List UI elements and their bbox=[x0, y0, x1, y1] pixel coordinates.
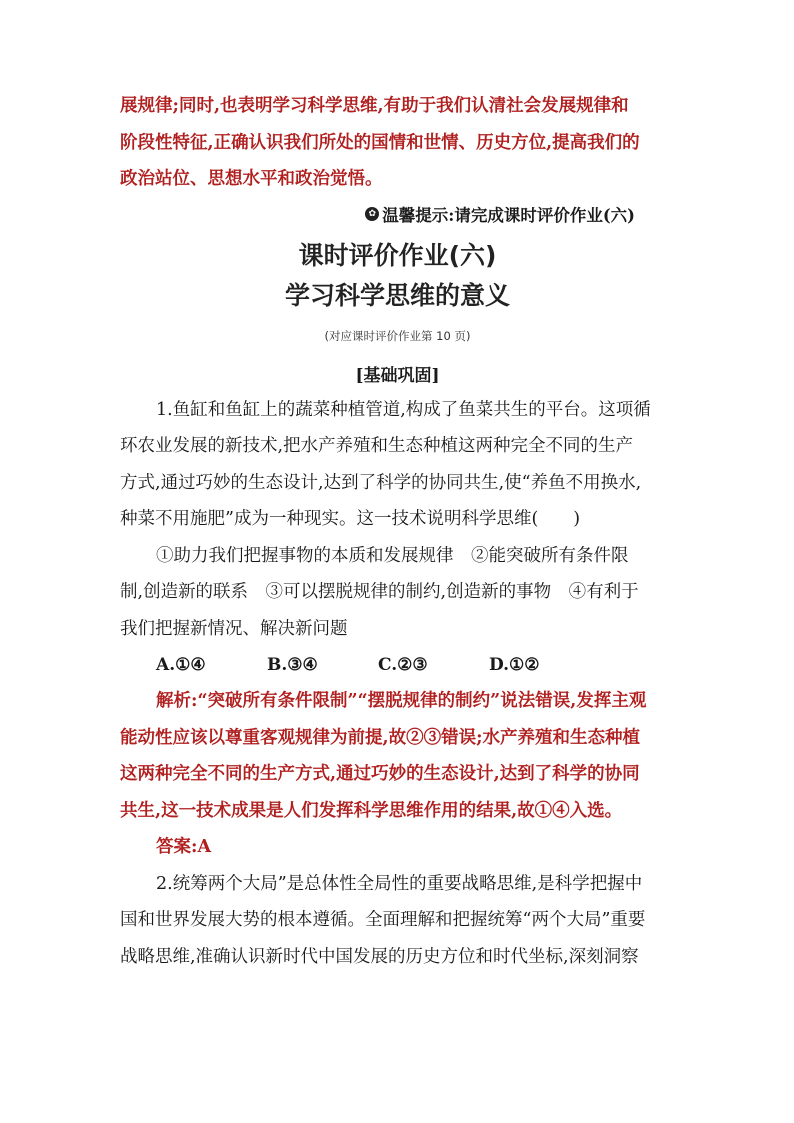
answer-options bbox=[120, 647, 675, 683]
question-2 bbox=[120, 866, 675, 976]
intro-line: 政治站位、思想水平和政治觉悟。 bbox=[120, 169, 383, 189]
warm-tip[interactable] bbox=[120, 198, 675, 230]
intro-line: 展规律;同时,也表明学习科学思维,有助于我们认清社会发展规律和 bbox=[120, 96, 629, 116]
page-reference-note: (对应课时评价作业第 10 页) bbox=[324, 328, 471, 343]
analysis-line: 共生,这一技术成果是人们发挥科学思维作用的结果,故①④入选。 bbox=[120, 800, 623, 821]
option-c[interactable]: C.②③ bbox=[378, 655, 428, 675]
question-1-stem-line: 环农业发展的新技术,把水产养殖和生态种植这两种完全不同的生产 bbox=[120, 436, 634, 456]
analysis-line: 能动性应该以尊重客观规律为前提,故②③错误;水产养殖和生态种植 bbox=[120, 727, 641, 748]
intro-paragraph bbox=[120, 88, 675, 198]
page-title: 课时评价作业(六) bbox=[298, 240, 497, 270]
question-1-stem-last bbox=[120, 501, 675, 538]
answer-line bbox=[120, 829, 675, 866]
answer-value: A bbox=[197, 837, 212, 857]
warm-tip-icon: ✿ bbox=[365, 207, 379, 221]
analysis-text: “突破所有条件限制”“摆脱规律的制约”说法错误,发挥主观 bbox=[197, 691, 647, 711]
analysis-line: 这两种完全不同的生产方式,通过巧妙的生态设计,达到了科学的协同 bbox=[120, 764, 640, 784]
question-2-stem-line: 国和世界发展大势的根本遵循。全面理解和把握统筹“两个大局”重要 bbox=[120, 910, 646, 930]
question-1-stem-line: 种菜不用施肥”成为一种现实。这一技术说明科学思维 bbox=[120, 509, 532, 529]
document-page bbox=[120, 88, 675, 975]
question-2-stem-line: 2.统筹两个大局”是总体性全局性的重要战略思维,是科学把握中 bbox=[156, 873, 643, 894]
statement-line: ①助力我们把握事物的本质和发展规律 ②能突破所有条件限 bbox=[156, 545, 629, 566]
analysis-line bbox=[120, 683, 675, 720]
page-subtitle: 学习科学思维的意义 bbox=[284, 280, 510, 310]
answer-label: 答案: bbox=[156, 837, 198, 857]
option-d[interactable]: D.①② bbox=[489, 655, 540, 675]
question-1-stem-line: 1.鱼缸和鱼缸上的蔬菜种植管道,构成了鱼菜共生的平台。这项循 bbox=[156, 399, 651, 420]
question-1-stem-line: 方式,通过巧妙的生态设计,达到了科学的协同共生,使“养鱼不用换水, bbox=[120, 472, 642, 493]
section-heading: [基础巩固] bbox=[355, 365, 440, 386]
question-1 bbox=[120, 392, 675, 866]
answer-blank: ( ) bbox=[531, 509, 581, 529]
warm-tip-text: 温馨提示:请完成课时评价作业(六) bbox=[382, 205, 635, 225]
question-2-stem-line: 战略思维,准确认识新时代中国发展的历史方位和时代坐标,深刻洞察 bbox=[120, 946, 639, 967]
statement-line: 制,创造新的联系 ③可以摆脱规律的制约,创造新的事物 ④有利于 bbox=[120, 582, 639, 602]
option-b[interactable]: B.③④ bbox=[267, 655, 318, 675]
analysis-label: 解析: bbox=[156, 691, 198, 711]
intro-line: 阶段性特征,正确认识我们所处的国情和世情、历史方位,提高我们的 bbox=[120, 132, 640, 153]
option-a[interactable]: A.①④ bbox=[156, 655, 206, 675]
statement-line: 我们把握新情况、解决新问题 bbox=[120, 618, 348, 639]
